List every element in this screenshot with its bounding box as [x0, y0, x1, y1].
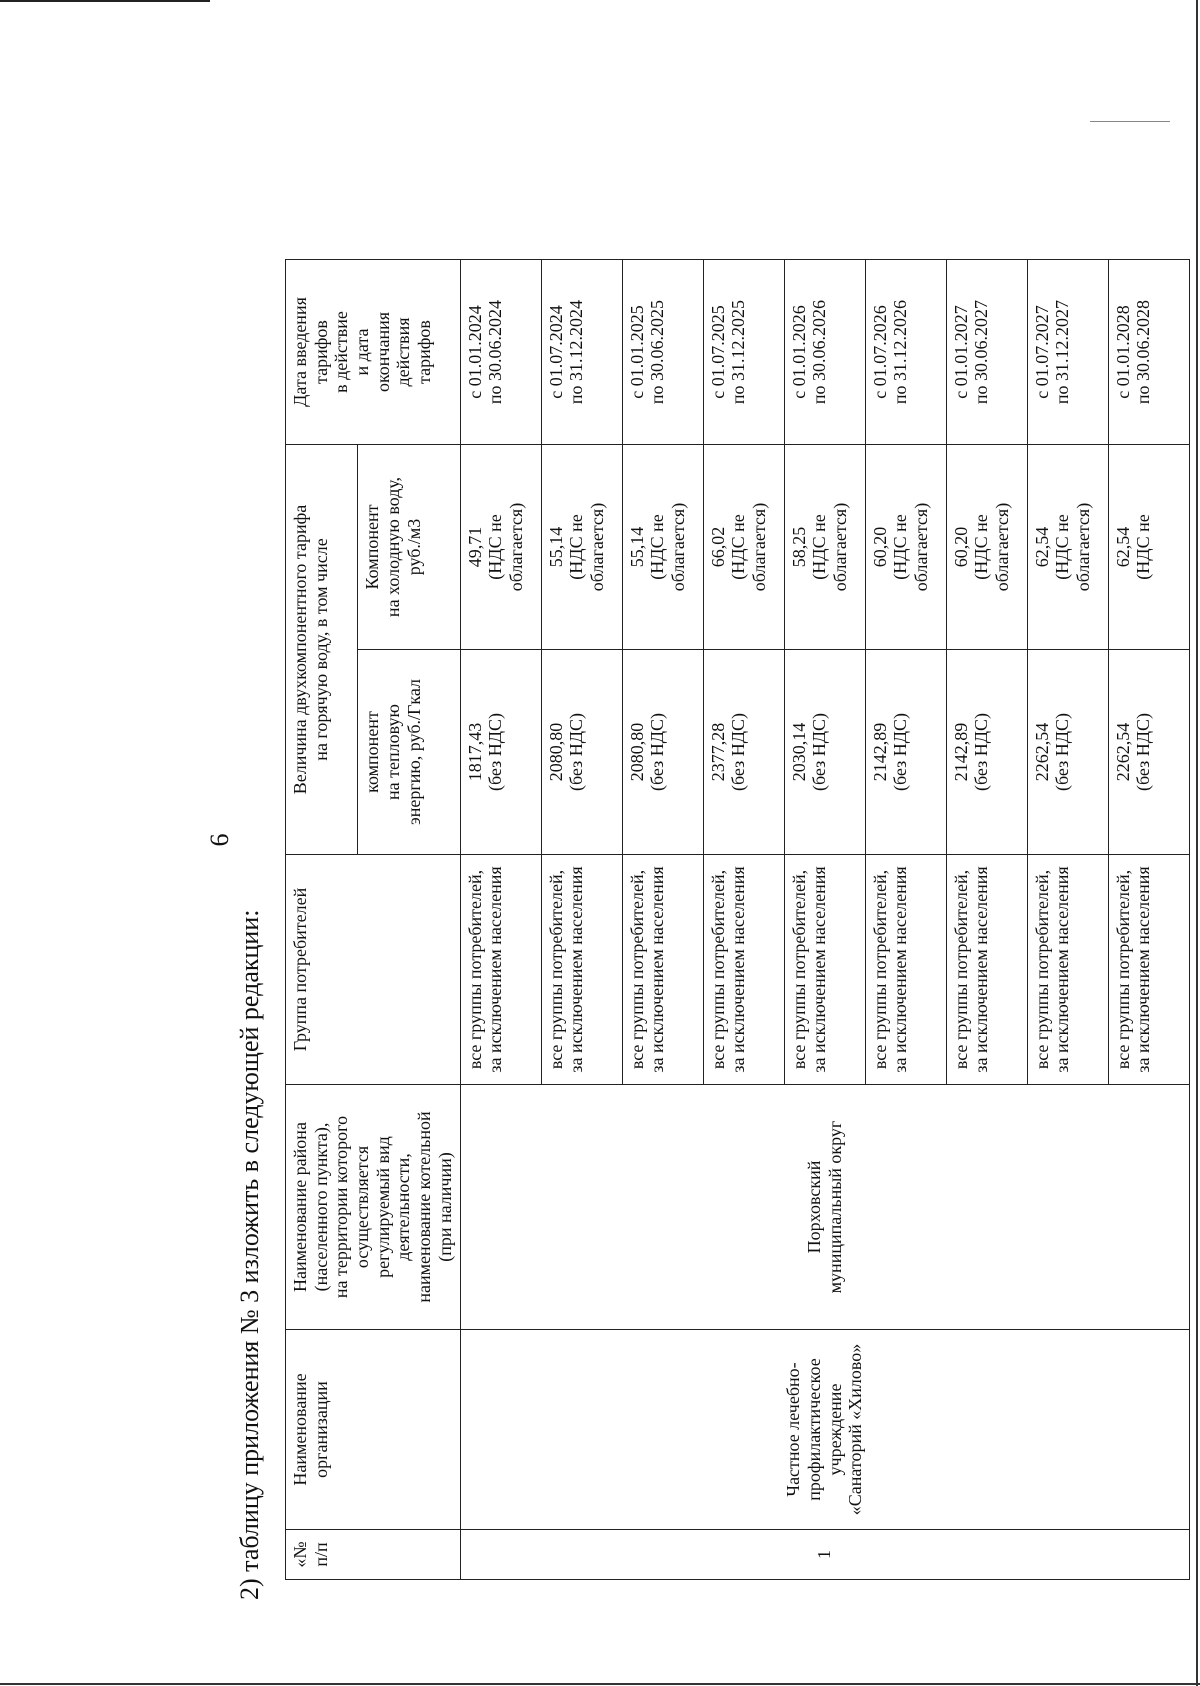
text-line: 60,20	[869, 526, 890, 568]
text-line: (НДС не	[1133, 514, 1154, 580]
text-line: (НДС не	[566, 514, 587, 580]
text-line: за исключением населения	[485, 866, 506, 1073]
text-line: тарифов	[310, 320, 331, 384]
consumer-group-cell	[865, 855, 946, 1085]
text-line: с 01.07.2025	[707, 305, 728, 399]
text-line: (без НДС)	[971, 713, 992, 792]
period-cell	[622, 260, 703, 445]
consumer-group-cell	[541, 855, 622, 1085]
text-line: Величина двухкомпонентного тарифа	[290, 504, 310, 795]
text-line: с 01.01.2024	[464, 305, 485, 399]
header-consumer-group: Группа потребителей	[286, 855, 461, 1085]
text-line: (без НДС)	[809, 713, 830, 792]
text-line: облагается)	[1072, 502, 1093, 592]
heat-tariff-cell	[622, 650, 703, 855]
text-line: 2142,89	[950, 722, 971, 782]
text-line: (при наличии)	[434, 1152, 455, 1262]
heat-tariff-cell	[1108, 650, 1189, 855]
period-cell	[703, 260, 784, 445]
text-line: (НДС не	[728, 514, 749, 580]
text-line: с 01.01.2025	[626, 305, 647, 399]
text-line: (без НДС)	[566, 713, 587, 792]
text-line: учреждение	[824, 1383, 845, 1476]
text-line: с 01.07.2027	[1031, 305, 1052, 399]
text-line: 2080,80	[626, 722, 647, 782]
text-line: по 30.06.2028	[1133, 299, 1154, 405]
period-cell	[460, 260, 541, 445]
text-line: (без НДС)	[890, 713, 911, 792]
water-tariff-cell	[1108, 445, 1189, 650]
text-line: Компонент	[362, 504, 383, 590]
text-line: облагается)	[991, 502, 1012, 592]
text-line: муниципальный округ	[824, 1120, 845, 1294]
text-line: (НДС не	[890, 514, 911, 580]
text-line: компонент	[362, 711, 383, 793]
text-line: (НДС не	[647, 514, 668, 580]
text-line: все группы потребителей,	[545, 869, 566, 1070]
text-line: по 31.12.2027	[1052, 299, 1073, 405]
text-line: п/п	[310, 1542, 331, 1567]
text-line: все группы потребителей,	[1031, 869, 1052, 1070]
table-row	[460, 260, 541, 1580]
text-line: все группы потребителей,	[950, 869, 971, 1070]
heat-tariff-cell	[1027, 650, 1108, 855]
district-name	[460, 1085, 1189, 1330]
text-line: по 30.06.2026	[809, 299, 830, 405]
consumer-group-cell	[946, 855, 1027, 1085]
text-line: с 01.01.2027	[950, 305, 971, 399]
text-line: наименование котельной	[414, 1111, 435, 1303]
water-tariff-cell	[784, 445, 865, 650]
text-line: и дата	[352, 328, 373, 376]
text-line: за исключением населения	[1133, 866, 1154, 1073]
period-cell	[784, 260, 865, 445]
header-row	[286, 260, 358, 1580]
text-line: облагается)	[586, 502, 607, 592]
text-line: 62,54	[1112, 526, 1133, 568]
consumer-group-cell	[784, 855, 865, 1085]
period-cell	[1027, 260, 1108, 445]
text-line: все группы потребителей,	[707, 869, 728, 1070]
text-line: «Санаторий «Хилово»	[845, 1343, 866, 1516]
text-line: за исключением населения	[647, 866, 668, 1073]
text-line: 58,25	[788, 526, 809, 568]
water-tariff-cell	[865, 445, 946, 650]
text-line: с 01.01.2026	[788, 305, 809, 399]
text-line: 2262,54	[1031, 722, 1052, 782]
text-line: за исключением населения	[971, 866, 992, 1073]
organization-name	[460, 1330, 1189, 1530]
text-line: за исключением населения	[1052, 866, 1073, 1073]
text-line: (без НДС)	[1133, 713, 1154, 792]
period-cell	[1108, 260, 1189, 445]
text-line: профилактическое	[803, 1358, 824, 1501]
text-line: тарифов	[414, 320, 435, 384]
text-line: облагается)	[748, 502, 769, 592]
text-line: 55,14	[545, 526, 566, 568]
heat-tariff-cell	[946, 650, 1027, 855]
text-line: (без НДС)	[647, 713, 668, 792]
text-line: Наименование	[290, 1373, 310, 1486]
text-line: с 01.01.2028	[1112, 305, 1133, 399]
text-line: Частное лечебно-	[783, 1362, 804, 1497]
text-line: (без НДС)	[728, 713, 749, 792]
header-period	[286, 260, 461, 445]
text-line: на холодную воду,	[383, 476, 404, 618]
text-line: (без НДС)	[1052, 713, 1073, 792]
text-line: облагается)	[667, 502, 688, 592]
text-line: все группы потребителей,	[788, 869, 809, 1070]
text-line: (НДС не	[971, 514, 992, 580]
text-line: все группы потребителей,	[626, 869, 647, 1070]
header-num	[286, 1530, 461, 1580]
text-line: деятельности,	[393, 1153, 414, 1261]
text-line: Дата введения	[290, 297, 310, 407]
text-line: с 01.07.2024	[545, 305, 566, 399]
text-line: облагается)	[829, 502, 850, 592]
scan-edge-right	[1196, 0, 1198, 1686]
text-line: с 01.07.2026	[869, 305, 890, 399]
text-line: (НДС не	[809, 514, 830, 580]
text-line: по 30.06.2025	[647, 299, 668, 405]
text-line: (населенного пункта),	[310, 1122, 331, 1292]
organization-number: 1	[460, 1530, 1189, 1580]
text-line: 2262,54	[1112, 722, 1133, 782]
text-line: 2377,28	[707, 722, 728, 782]
text-line: энергию, руб./Гкал	[403, 679, 424, 826]
consumer-group-cell	[622, 855, 703, 1085]
text-line: 2080,80	[545, 722, 566, 782]
text-line: облагается)	[910, 502, 931, 592]
consumer-group-cell	[1108, 855, 1189, 1085]
text-line: 49,71	[464, 526, 485, 568]
text-line: руб./м3	[403, 518, 424, 576]
text-line: за исключением населения	[809, 866, 830, 1073]
text-line: окончания	[372, 311, 393, 393]
text-line: действия	[393, 317, 414, 387]
text-line: (без НДС)	[485, 713, 506, 792]
text-line: по 31.12.2025	[728, 299, 749, 405]
text-line: 2142,89	[869, 722, 890, 782]
header-two-component-tariff	[286, 445, 358, 855]
text-line: 1817,43	[464, 722, 485, 782]
text-line: Наименование района	[290, 1122, 310, 1292]
water-tariff-cell	[622, 445, 703, 650]
text-line: (НДС не	[485, 514, 506, 580]
period-cell	[865, 260, 946, 445]
text-line: все группы потребителей,	[1112, 869, 1133, 1070]
tariff-table	[285, 259, 1190, 1580]
page-number: 6	[205, 833, 234, 847]
text-line: за исключением населения	[890, 866, 911, 1073]
text-line: за исключением населения	[566, 866, 587, 1073]
text-line: облагается)	[505, 502, 526, 592]
text-line: 2030,14	[788, 722, 809, 782]
text-line: по 31.12.2026	[890, 299, 911, 405]
consumer-group-cell	[460, 855, 541, 1085]
text-line: по 30.06.2027	[971, 299, 992, 405]
text-line: по 30.06.2024	[485, 299, 506, 405]
water-tariff-cell	[460, 445, 541, 650]
water-tariff-cell	[703, 445, 784, 650]
text-line: 55,14	[626, 526, 647, 568]
header-water-component	[358, 445, 460, 650]
text-line: Порховский	[803, 1160, 824, 1254]
text-line: за исключением населения	[728, 866, 749, 1073]
rotated-page-content	[205, 0, 1154, 1600]
text-line: все группы потребителей,	[464, 869, 485, 1070]
text-line: на тепловую	[383, 704, 404, 800]
heat-tariff-cell	[703, 650, 784, 855]
text-line: регулируемый вид	[372, 1136, 393, 1278]
heat-tariff-cell	[541, 650, 622, 855]
consumer-group-cell	[703, 855, 784, 1085]
text-line: организации	[310, 1381, 331, 1478]
period-cell	[541, 260, 622, 445]
period-cell	[946, 260, 1027, 445]
text-line: все группы потребителей,	[869, 869, 890, 1070]
heat-tariff-cell	[784, 650, 865, 855]
text-line: осуществляется	[352, 1145, 373, 1269]
water-tariff-cell	[1027, 445, 1108, 650]
text-line: 62,54	[1031, 526, 1052, 568]
water-tariff-cell	[541, 445, 622, 650]
text-line: 60,20	[950, 526, 971, 568]
scan-edge-bottom	[0, 1683, 1200, 1685]
text-line: на территории которого	[331, 1115, 352, 1299]
scan-edge-top	[0, 0, 210, 2]
text-line: в действие	[331, 311, 352, 393]
consumer-group-cell	[1027, 855, 1108, 1085]
header-heat-component	[358, 650, 460, 855]
text-line: по 31.12.2024	[566, 299, 587, 405]
heat-tariff-cell	[460, 650, 541, 855]
text-line: на горячую воду, в том числе	[310, 538, 331, 761]
text-line: «№	[290, 1541, 310, 1568]
section-heading: 2) таблицу приложения № 3 изложить в следующей редакции:	[235, 909, 264, 1600]
header-organization	[286, 1330, 461, 1530]
text-line: 66,02	[707, 526, 728, 568]
header-district	[286, 1085, 461, 1330]
water-tariff-cell	[946, 445, 1027, 650]
heat-tariff-cell	[865, 650, 946, 855]
text-line: (НДС не	[1052, 514, 1073, 580]
